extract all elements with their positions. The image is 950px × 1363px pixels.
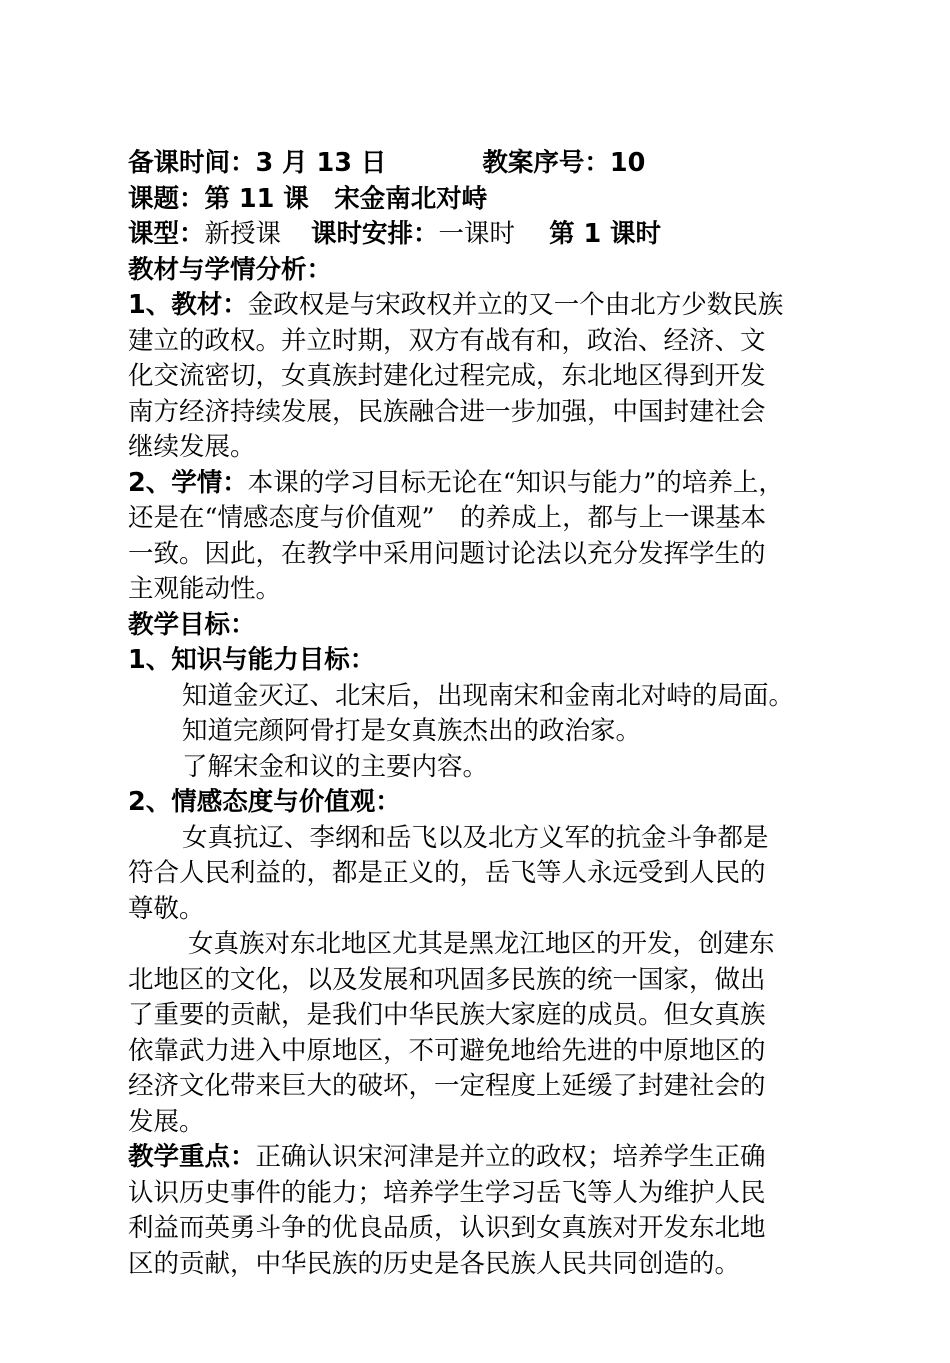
schedule-value: 一课时 xyxy=(438,219,516,249)
header-line-3 xyxy=(128,217,828,253)
material-line: 南方经济持续发展，民族融合进一步加强，中国封建社会 xyxy=(128,396,766,427)
emotion-line: 了重要的贡献，是我们中华民族大家庭的成员。但女真族 xyxy=(128,1000,766,1030)
emotion-line: 经济文化带来巨大的破坏，一定程度上延缓了封建社会的 xyxy=(128,1071,766,1101)
emotion-heading: 2、情感态度与价值观： xyxy=(128,787,401,817)
material-line: 继续发展。 xyxy=(128,432,256,462)
plan-no-value: 10 xyxy=(609,148,646,178)
topic-label: 课题： xyxy=(128,183,205,214)
analysis-heading: 教材与学情分析： xyxy=(128,254,333,285)
student-line: 本课的学习目标无论在“知识与能力”的培养上， xyxy=(247,467,784,498)
knowledge-item: 了解宋金和议的主要内容。 xyxy=(182,751,489,782)
emotion-line: 北地区的文化，以及发展和巩固多民族的统一国家，做出 xyxy=(128,964,766,995)
knowledge-item: 知道金灭辽、北宋后，出现南宋和金南北对峙的局面。 xyxy=(182,680,795,711)
key-points-line: 认识历史事件的能力；培养学生学习岳飞等人为维护人民 xyxy=(128,1177,766,1208)
lesson-plan-page xyxy=(128,146,828,1282)
prep-time-label: 备课时间： xyxy=(128,148,256,178)
type-label: 课型： xyxy=(128,219,205,249)
emotion-line: 依靠武力进入中原地区，不可避免地给先进的中原地区的 xyxy=(128,1035,766,1066)
header-line-1 xyxy=(128,146,828,182)
material-paragraph xyxy=(128,288,828,466)
header-line-2 xyxy=(128,182,828,218)
student-paragraph xyxy=(128,466,828,608)
emotion-line: 女真族对东北地区尤其是黑龙江地区的开发，创建东 xyxy=(188,929,775,959)
schedule-label: 课时安排： xyxy=(311,219,439,249)
emotion-paragraph-1 xyxy=(128,821,828,928)
material-line: 化交流密切，女真族封建化过程完成，东北地区得到开发 xyxy=(128,361,766,391)
knowledge-heading: 1、知识与能力目标： xyxy=(128,645,376,675)
emotion-line: 发展。 xyxy=(128,1106,205,1137)
type-value: 新授课 xyxy=(204,219,282,249)
material-label: 1、教材： xyxy=(128,290,248,320)
key-points-line: 正确认识宋河津是并立的政权；培养学生正确 xyxy=(255,1142,766,1172)
prep-time-value: 3 月 13 日 xyxy=(255,148,387,178)
student-line: 一致。因此，在教学中采用问题讨论法以充分发挥学生的 xyxy=(128,538,766,569)
emotion-line: 女真抗辽、李纲和岳飞以及北方义军的抗金斗争都是 xyxy=(182,822,769,853)
material-line: 建立的政权。并立时期，双方有战有和，政治、经济、文 xyxy=(128,325,766,356)
session-value: 第 1 课时 xyxy=(549,219,662,249)
student-line: 还是在“情感态度与价值观” 的养成上，都与上一课基本 xyxy=(128,503,767,533)
goals-heading: 教学目标： xyxy=(128,609,256,640)
key-points-line: 区的贡献，中华民族的历史是各民族人民共同创造的。 xyxy=(128,1248,741,1279)
topic-value: 第 11 课 宋金南北对峙 xyxy=(204,183,488,214)
emotion-paragraph-2 xyxy=(128,927,828,1140)
emotion-line: 尊敬。 xyxy=(128,893,205,924)
key-points-label: 教学重点： xyxy=(128,1142,256,1172)
material-line: 金政权是与宋政权并立的又一个由北方少数民族 xyxy=(247,290,784,320)
plan-no-label: 教案序号： xyxy=(482,148,610,178)
key-points-line: 利益而英勇斗争的优良品质，认识到女真族对开发东北地 xyxy=(128,1213,766,1243)
knowledge-item: 知道完颜阿骨打是女真族杰出的政治家。 xyxy=(182,716,642,746)
student-line: 主观能动性。 xyxy=(128,574,282,604)
emotion-line: 符合人民利益的，都是正义的，岳飞等人永远受到人民的 xyxy=(128,858,766,888)
key-points-paragraph xyxy=(128,1140,828,1282)
student-label: 2、学情： xyxy=(128,467,248,498)
